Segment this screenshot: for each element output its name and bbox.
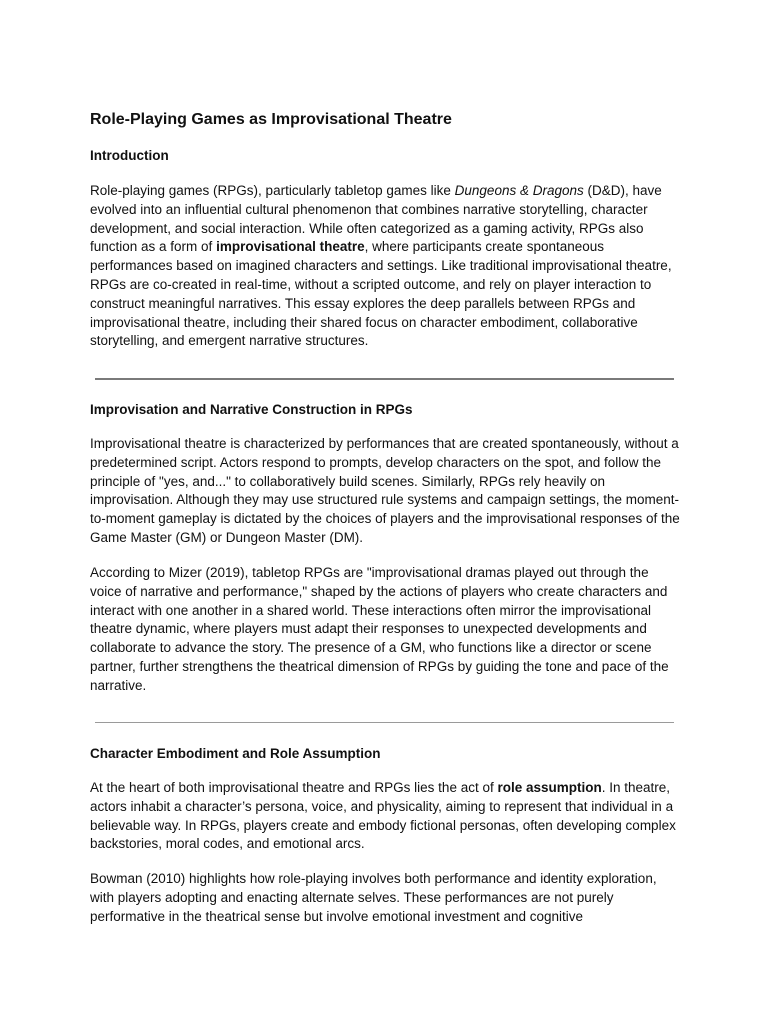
text-run: . In theatre, actors inhabit a character’s persona, voice, and physicality, aiming to represent that individual in a believable way. In RPGs, players create and embody fictional personas, often developing complex backstories, moral codes, and emotional arcs. [90,780,676,852]
text-run: At the heart of both improvisational theatre and RPGs lies the act of [90,780,498,795]
paragraph-character-2: Bowman (2010) highlights how role-playing involves both performance and identity exploration, with players adopting and enacting alternate selves. These performances are not purely performative in the theatrical sense but involve emotional investment and cognitive [90,871,657,924]
text-run: (D&D), have evolved into an influential cultural phenomenon that combines narrative storytelling, character development, and social interaction. While often categorized as a gaming activity, RPGs also function as a form of [90,183,662,255]
bold-term: role assumption [497,780,602,795]
text-run: Role-playing games (RPGs), particularly tabletop games like [90,183,455,198]
section-divider [95,722,674,723]
paragraph-improvisation-2: According to Mizer (2019), tabletop RPGs are "improvisational dramas played out through the voice of narrative and performance," shaped by the actions of players who create characters and interact with one another in a shared world. These interactions often mirror the improvisational theatre dynamic, where players must adapt their responses to unexpected developments and collaborate to advance the story. The presence of a GM, who functions like a director or scene partner, further strengthens the theatrical dimension of RPGs by guiding the tone and pace of the narrative. [90,565,669,693]
text-run: , where participants create spontaneous performances based on imagined characters and settings. Like traditional improvisational theatre, RPGs are co-created in real-time, without a scripted outcome, and rely on player interaction to construct meaningful narratives. This essay explores the deep parallels between RPGs and improvisational theatre, including their shared focus on character embodiment, collaborative storytelling, and emergent narrative structures. [90,239,672,349]
section-heading-introduction: Introduction [90,148,169,163]
paragraph-character-1 [90,779,680,854]
paragraph-improvisation-1: Improvisational theatre is characterized by performances that are created spontaneously, without a predetermined script. Actors respond to prompts, develop characters on the spot, and follow the principle of "yes, and..." to collaboratively build scenes. Similarly, RPGs rely heavily on improvisation. Although they may use structured rule systems and campaign settings, the moment-to-moment gameplay is dictated by the choices of players and the improvisational responses of the Game Master (GM) or Dungeon Master (DM). [90,436,680,545]
section-heading-improvisation: Improvisation and Narrative Construction in RPGs [90,402,413,417]
section-heading-character: Character Embodiment and Role Assumption [90,746,381,761]
document-title: Role-Playing Games as Improvisational Theatre [90,111,452,128]
italic-game-title: Dungeons & Dragons [454,183,584,198]
paragraph-introduction [90,182,680,351]
section-divider [95,378,674,380]
bold-term: improvisational theatre [216,239,365,255]
